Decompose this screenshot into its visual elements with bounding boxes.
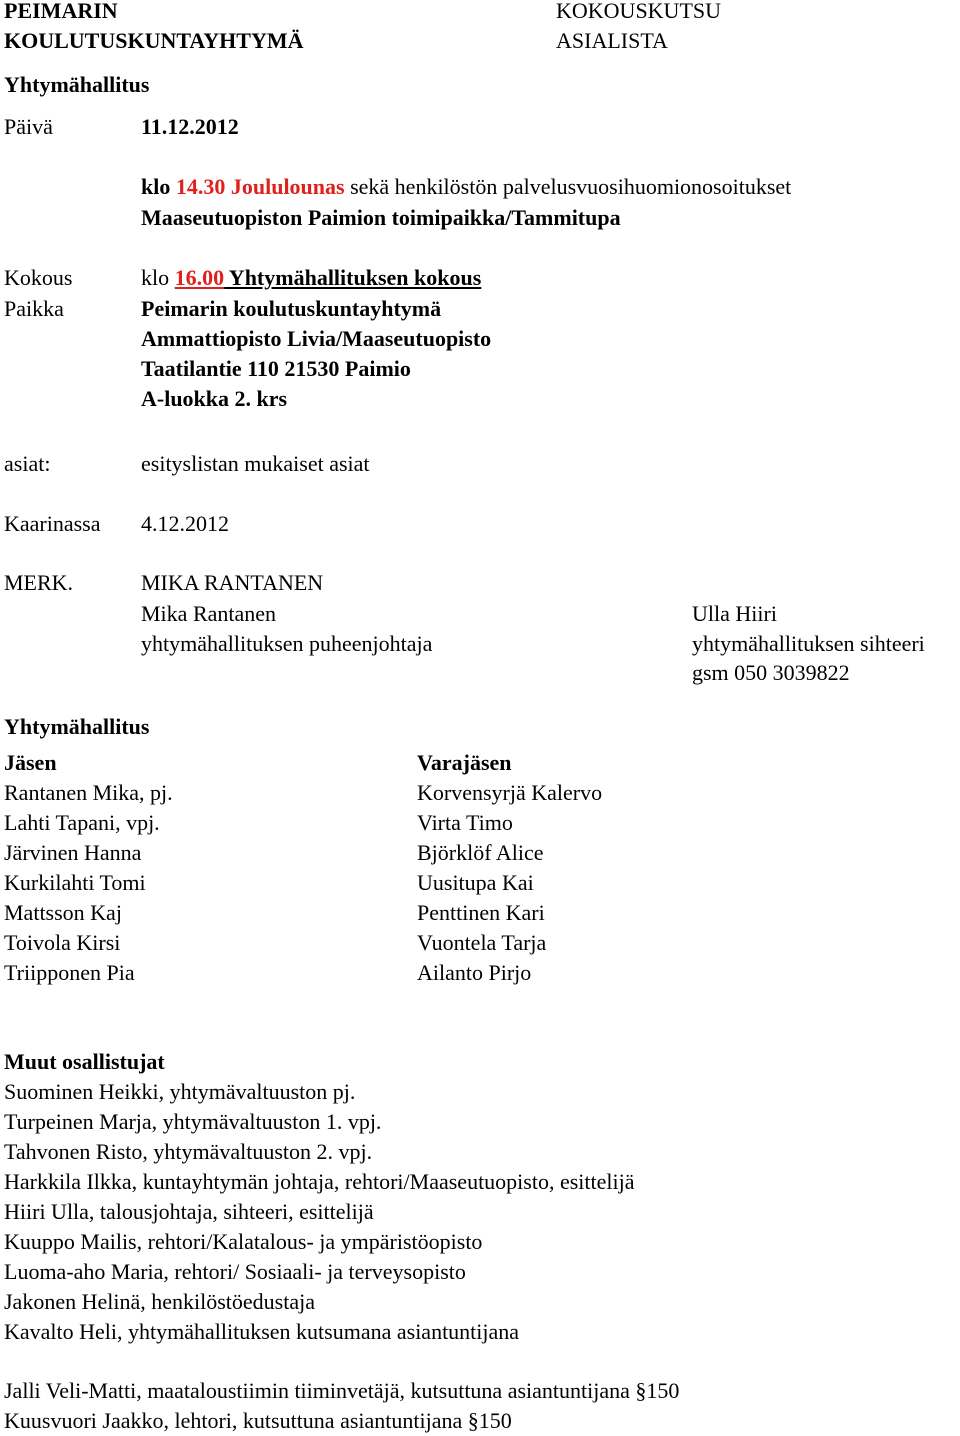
others-title: Muut osallistujat (4, 1049, 165, 1074)
member-header: Jäsen (4, 750, 57, 775)
chair-name-caps: MIKA RANTANEN (141, 570, 324, 595)
secretary-name: Ulla Hiiri (692, 601, 777, 626)
place-line-2: Ammattiopisto Livia/Maaseutuopisto (141, 326, 492, 351)
deputy-6: Vuontela Tarja (417, 930, 547, 955)
deputy-3: Björklöf Alice (417, 840, 544, 865)
meeting-time-line (141, 263, 481, 293)
chair-name: Mika Rantanen (141, 601, 277, 626)
signature-label: MERK. (4, 570, 74, 595)
body-title: Yhtymähallitus (4, 72, 150, 97)
other-participant-8: Jakonen Helinä, henkilöstöedustaja (4, 1289, 315, 1314)
invited-expert-1: Jalli Veli-Matti, maataloustiimin tiiminvetäjä, kutsuttuna asiantuntijana §150 (4, 1378, 680, 1403)
lunch-location: Maaseutuopiston Paimion toimipaikka/Tammitupa (141, 205, 621, 230)
org-name-line1: PEIMARIN (4, 0, 118, 23)
other-participant-4: Harkkila Ilkka, kuntayhtymän johtaja, rehtori/Maaseutuopisto, esittelijä (4, 1169, 635, 1194)
other-participant-9: Kavalto Heli, yhtymähallituksen kutsumana asiantuntijana (4, 1319, 520, 1344)
agenda-label: asiat: (4, 451, 51, 476)
place-line-3: Taatilantie 110 21530 Paimio (141, 356, 411, 381)
deputy-2: Virta Timo (417, 810, 513, 835)
lunch-time: 14.30 (175, 174, 226, 199)
meeting-label: Kokous (4, 265, 73, 290)
meeting-time-prefix: klo (141, 265, 175, 290)
member-2: Lahti Tapani, vpj. (4, 810, 160, 835)
place-line-1: Peimarin koulutuskuntayhtymä (141, 296, 442, 321)
agenda-value: esityslistan mukaiset asiat (141, 451, 370, 476)
meeting-time: 16.00 (174, 265, 225, 290)
secretary-title: yhtymähallituksen sihteeri (692, 631, 925, 656)
issued-place: Kaarinassa (4, 511, 101, 536)
deputy-7: Ailanto Pirjo (417, 960, 532, 985)
meeting-title: Yhtymähallituksen kokous (224, 265, 482, 290)
member-6: Toivola Kirsi (4, 930, 121, 955)
lunch-event: Joululounas (230, 174, 345, 199)
lunch-line (141, 172, 791, 202)
invited-expert-2: Kuusvuori Jaakko, lehtori, kutsuttuna asiantuntijana §150 (4, 1408, 512, 1433)
doc-type-line2: ASIALISTA (556, 28, 668, 53)
lunch-prefix: klo (141, 174, 176, 199)
other-participant-1: Suominen Heikki, yhtymävaltuuston pj. (4, 1079, 356, 1104)
date-value: 11.12.2012 (141, 114, 239, 139)
org-name-line2: KOULUTUSKUNTAYHTYMÄ (4, 28, 304, 53)
doc-type-line1: KOKOUSKUTSU (556, 0, 722, 23)
member-4: Kurkilahti Tomi (4, 870, 146, 895)
deputy-1: Korvensyrjä Kalervo (417, 780, 603, 805)
member-5: Mattsson Kaj (4, 900, 122, 925)
date-label: Päivä (4, 114, 53, 139)
other-participant-6: Kuuppo Mailis, rehtori/Kalatalous- ja ympäristöopisto (4, 1229, 483, 1254)
lunch-rest: sekä henkilöstön palvelusvuosihuomionosoitukset (344, 174, 792, 199)
member-1: Rantanen Mika, pj. (4, 780, 173, 805)
place-label: Paikka (4, 296, 64, 321)
other-participant-3: Tahvonen Risto, yhtymävaltuuston 2. vpj. (4, 1139, 373, 1164)
deputy-4: Uusitupa Kai (417, 870, 534, 895)
member-3: Järvinen Hanna (4, 840, 142, 865)
member-7: Triipponen Pia (4, 960, 135, 985)
deputy-header: Varajäsen (417, 750, 512, 775)
deputy-5: Penttinen Kari (417, 900, 545, 925)
other-participant-7: Luoma-aho Maria, rehtori/ Sosiaali- ja terveysopisto (4, 1259, 466, 1284)
board-title: Yhtymähallitus (4, 714, 150, 739)
secretary-phone: gsm 050 3039822 (692, 660, 850, 685)
chair-title: yhtymähallituksen puheenjohtaja (141, 631, 433, 656)
other-participant-5: Hiiri Ulla, talousjohtaja, sihteeri, esittelijä (4, 1199, 374, 1224)
other-participant-2: Turpeinen Marja, yhtymävaltuuston 1. vpj. (4, 1109, 382, 1134)
issued-date: 4.12.2012 (141, 511, 229, 536)
place-line-4: A-luokka 2. krs (141, 386, 288, 411)
